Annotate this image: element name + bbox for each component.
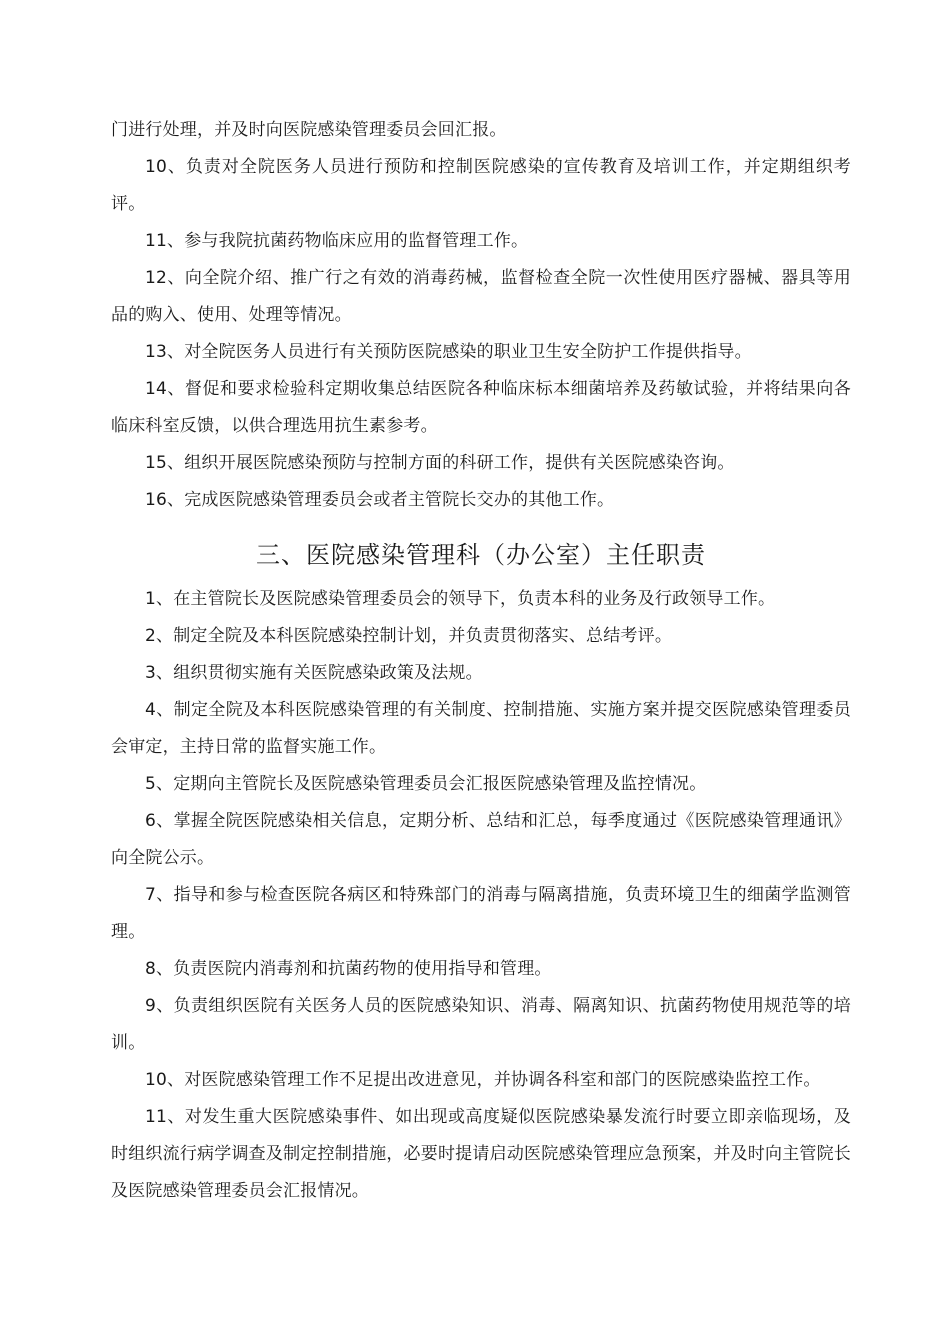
- list-item: 6、掌握全院医院感染相关信息，定期分析、总结和汇总，每季度通过《医院感染管理通讯》向全院公示。: [111, 811, 851, 868]
- list-item: 12、向全院介绍、推广行之有效的消毒药械，监督检查全院一次性使用医疗器械、器具等用品的购入、使用、处理等情况。: [111, 268, 851, 325]
- list-item: 10、对医院感染管理工作不足提出改进意见，并协调各科室和部门的医院感染监控工作。: [145, 1070, 821, 1090]
- list-item: 2、制定全院及本科医院感染控制计划，并负责贯彻落实、总结考评。: [145, 626, 673, 646]
- section-two-list: [111, 149, 851, 519]
- list-item: 13、对全院医务人员进行有关预防医院感染的职业卫生安全防护工作提供指导。: [145, 342, 752, 362]
- list-item: 3、组织贯彻实施有关医院感染政策及法规。: [145, 663, 483, 683]
- list-item: 10、负责对全院医务人员进行预防和控制医院感染的宣传教育及培训工作，并定期组织考评。: [111, 157, 851, 214]
- list-item: 11、对发生重大医院感染事件、如出现或高度疑似医院感染暴发流行时要立即亲临现场，及时组织流行病学调查及制定控制措施，必要时提请启动医院感染管理应急预案，并及时向主管院长及医院感染管理委员会汇报情况。: [111, 1107, 851, 1201]
- list-item: 11、参与我院抗菌药物临床应用的监督管理工作。: [145, 231, 529, 251]
- list-item: 7、指导和参与检查医院各病区和特殊部门的消毒与隔离措施，负责环境卫生的细菌学监测管理。: [111, 885, 851, 942]
- list-item: 16、完成医院感染管理委员会或者主管院长交办的其他工作。: [145, 490, 615, 510]
- list-item: 15、组织开展医院感染预防与控制方面的科研工作，提供有关医院感染咨询。: [145, 453, 735, 473]
- section-heading: 三、医院感染管理科（办公室）主任职责: [256, 541, 706, 569]
- list-item: 1、在主管院长及医院感染管理委员会的领导下，负责本科的业务及行政领导工作。: [145, 589, 776, 609]
- list-item: 9、负责组织医院有关医务人员的医院感染知识、消毒、隔离知识、抗菌药物使用规范等的培训。: [111, 996, 851, 1053]
- list-item: 14、督促和要求检验科定期收集总结医院各种临床标本细菌培养及药敏试验，并将结果向各临床科室反馈，以供合理选用抗生素参考。: [111, 379, 851, 436]
- list-item: 8、负责医院内消毒剂和抗菌药物的使用指导和管理。: [145, 959, 552, 979]
- list-item: 4、制定全院及本科医院感染管理的有关制度、控制措施、实施方案并提交医院感染管理委员会审定，主持日常的监督实施工作。: [111, 700, 851, 757]
- document-body: [111, 112, 851, 1210]
- continued-paragraph: 门进行处理，并及时向医院感染管理委员会回汇报。: [111, 120, 507, 140]
- section-three-list: [111, 581, 851, 1210]
- list-item: 5、定期向主管院长及医院感染管理委员会汇报医院感染管理及监控情况。: [145, 774, 707, 794]
